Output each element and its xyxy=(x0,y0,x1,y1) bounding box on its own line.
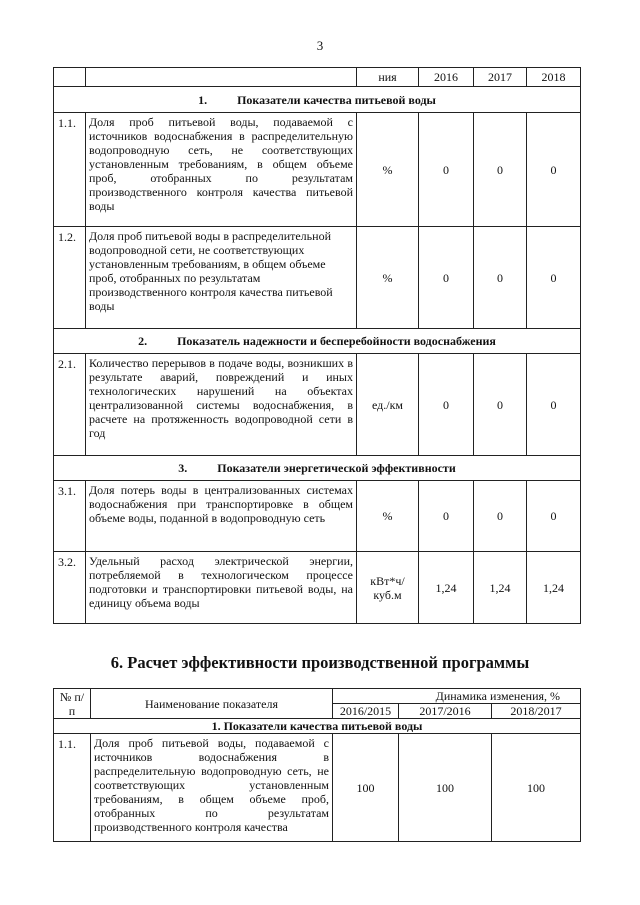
indicator-value: 0 xyxy=(474,354,527,456)
indicator-name: Доля проб питьевой воды, подаваемой с источников водоснабжения в распределительную водопроводную сеть, не соответствующих установленным требованиям, в общем объеме проб, отобранных по результатам производственного контроля качества xyxy=(91,734,333,842)
row-number: 1.2. xyxy=(54,227,86,329)
name-header: Наименование показателя xyxy=(91,689,333,719)
section-number: 1. xyxy=(198,92,208,107)
table-row xyxy=(54,227,581,329)
indicator-value: 0 xyxy=(474,227,527,329)
year-header: 2016 xyxy=(419,68,474,87)
indicator-name: Количество перерывов в подаче воды, возникших в результате аварий, повреждений и иных технологических нарушений на объектах централизованной системы водоснабжения, в расчете на протяженность водопроводной сети в год xyxy=(86,354,357,456)
section-row xyxy=(54,87,581,113)
section-row xyxy=(54,329,581,354)
indicator-name: Удельный расход электрической энергии, потребляемой в технологическом процессе подготовки и транспортировки питьевой воды, на единицу объема воды xyxy=(86,552,357,624)
section-title: 1. Показатели качества питьевой воды xyxy=(54,719,581,734)
indicator-name: Доля проб питьевой воды, подаваемой с источников водоснабжения в распределительную водопроводную сеть, не соответствующих установленным требованиям, в общем объеме проб, отобранных по результатам производственного контроля качества питьевой воды xyxy=(86,113,357,227)
indicator-unit: ед./км xyxy=(357,354,419,456)
indicator-unit: кВт*ч/ куб.м xyxy=(357,552,419,624)
indicator-value: 1,24 xyxy=(419,552,474,624)
section-number: 3. xyxy=(178,461,188,475)
table-row xyxy=(54,734,581,842)
period-header: 2017/2016 xyxy=(399,704,492,719)
indicator-value: 0 xyxy=(419,354,474,456)
section-title: Показатель надежности и бесперебойности водоснабжения xyxy=(177,334,496,348)
year-header: 2017 xyxy=(474,68,527,87)
table-row xyxy=(54,481,581,552)
indicator-value: 1,24 xyxy=(474,552,527,624)
row-number: 3.1. xyxy=(54,481,86,552)
section-number: 2. xyxy=(138,334,148,348)
dynamics-value: 100 xyxy=(333,734,399,842)
indicator-name: Доля потерь воды в централизованных системах водоснабжения при транспортировке в общем объеме воды, поданной в водопроводную сеть xyxy=(86,481,357,552)
row-number: 1.1. xyxy=(54,734,91,842)
number-header: № п/п xyxy=(54,689,91,719)
indicator-value: 0 xyxy=(474,481,527,552)
section-row xyxy=(54,456,581,481)
indicators-table xyxy=(53,67,581,624)
year-header: 2018 xyxy=(527,68,581,87)
table-row xyxy=(54,552,581,624)
table-row xyxy=(54,113,581,227)
table-header-row xyxy=(54,68,581,87)
indicator-value: 1,24 xyxy=(527,552,581,624)
table-row xyxy=(54,354,581,456)
section-heading: 6. Расчет эффективности производственной программы xyxy=(110,653,530,672)
table-header-row xyxy=(54,689,581,704)
dynamics-value: 100 xyxy=(492,734,581,842)
indicator-value: 0 xyxy=(527,354,581,456)
indicator-unit: % xyxy=(357,113,419,227)
unit-header: ния xyxy=(357,68,419,87)
indicator-unit: % xyxy=(357,227,419,329)
row-number: 3.2. xyxy=(54,552,86,624)
period-header: 2018/2017 xyxy=(492,704,581,719)
section-title: Показатели качества питьевой воды xyxy=(237,92,436,107)
section-row xyxy=(54,719,581,734)
indicator-value: 0 xyxy=(527,481,581,552)
dynamics-value: 100 xyxy=(399,734,492,842)
dynamics-header: Динамика изменения, % xyxy=(333,689,581,704)
indicator-value: 0 xyxy=(419,481,474,552)
row-number: 1.1. xyxy=(54,113,86,227)
indicator-unit: % xyxy=(357,481,419,552)
indicator-value: 0 xyxy=(527,113,581,227)
section-title: Показатели энергетической эффективности xyxy=(217,461,456,475)
indicator-value: 0 xyxy=(527,227,581,329)
indicator-name: Доля проб питьевой воды в распределительной водопроводной сети, не соответствующих установленным требованиям, в общем объеме проб, отобранных по результатам производственного контроля качества питьевой воды xyxy=(86,227,357,329)
period-header: 2016/2015 xyxy=(333,704,399,719)
indicator-value: 0 xyxy=(419,113,474,227)
indicator-value: 0 xyxy=(474,113,527,227)
efficiency-table xyxy=(53,688,581,842)
page-number: 3 xyxy=(316,38,324,53)
row-number: 2.1. xyxy=(54,354,86,456)
indicator-value: 0 xyxy=(419,227,474,329)
